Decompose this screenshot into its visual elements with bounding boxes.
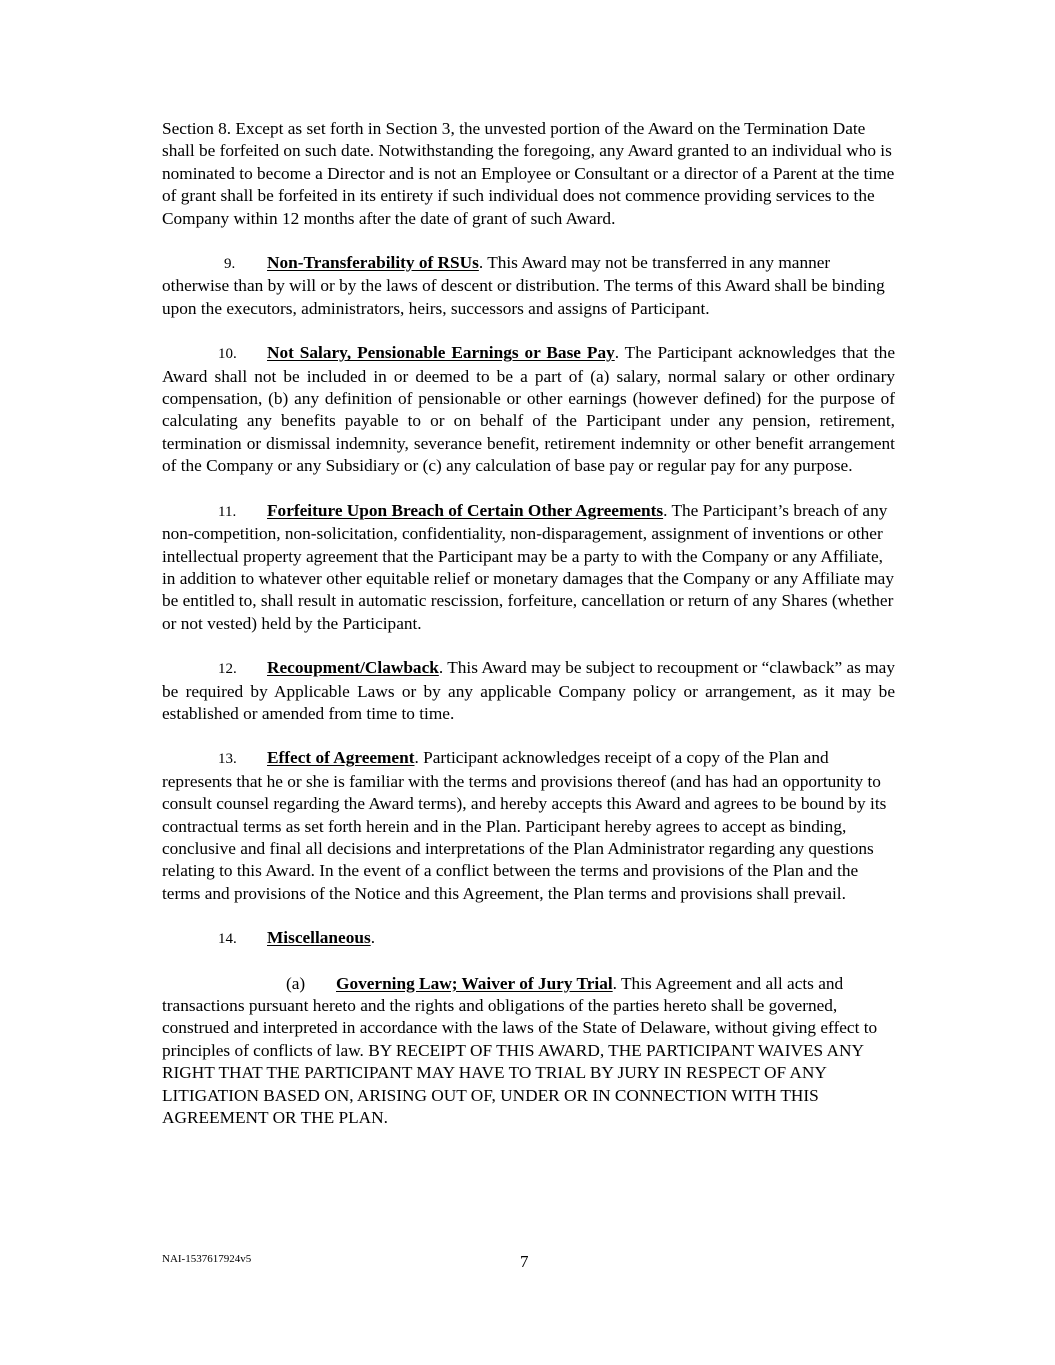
section-13 xyxy=(162,747,895,905)
subsection-label: (a) xyxy=(286,973,306,993)
section-number: 10. xyxy=(218,346,237,363)
section-text: . The Participant acknowledges that the Award shall not be included in or deemed to be a part of (a) salary, normal salary or other ordinary compensation, (b) any definition of pensionable or other earnings (however defined) for the purpose of calculating any benefits payable to or on behalf of the Participant under any pension, retirement, termination or dismissal indemnity, severance benefit, retirement indemnity or other benefit arrangement of the Company or any Subsidiary or (c) any calculation of base pay or regular pay for any purpose. xyxy=(162,343,895,476)
section-10 xyxy=(162,342,895,477)
page-number: 7 xyxy=(520,1252,529,1271)
footer-document-id: NAI-1537617924v5 xyxy=(162,1253,252,1265)
section-text: . xyxy=(370,928,376,948)
subsection-text: . This Agreement and all acts and transactions pursuant hereto and the rights and obligations of the parties hereto shall be governed, construed and interpreted in accordance with the laws of the State of Delaware, without giving effect to principles of conflicts of law. BY RECEIPT OF THIS AWARD, THE PARTICIPANT WAIVES ANY RIGHT THAT THE PARTICIPANT MAY HAVE TO TRIAL BY JURY IN RESPECT OF ANY LITIGATION BASED ON, ARISING OUT OF, UNDER OR IN CONNECTION WITH THIS AGREEMENT OR THE PLAN. xyxy=(162,973,878,1128)
section-text: . This Award may be subject to recoupment or “clawback” as may be required by Applicable Laws or by any applicable Company policy or arrangement, as it may be established or amended from time to time. xyxy=(162,658,895,723)
document-body xyxy=(162,118,895,1151)
section-number: 13. xyxy=(218,751,237,768)
section-number: 12. xyxy=(218,661,237,678)
subsection-a xyxy=(162,973,895,1130)
subsection-heading: Governing Law; Waiver of Jury Trial xyxy=(336,973,613,993)
section-14 xyxy=(162,927,895,950)
section-text: . This Award may not be transferred in any manner otherwise than by will or by the laws of descent or distribution. The terms of this Award shall be binding upon the executors, administrators, heirs, successors and assigns of Participant. xyxy=(162,253,885,318)
section-number: 11. xyxy=(218,503,237,520)
section-9 xyxy=(162,252,895,320)
intro-paragraph: Section 8. Except as set forth in Section 3, the unvested portion of the Award on the Termination Date shall be forfeited on such date. Notwithstanding the foregoing, any Award granted to an individual who is nominated to become a Director and is not an Employee or Consultant or a director of a Parent at the time of grant shall be forfeited in its entirety if such individual does not commence providing services to the Company within 12 months after the date of grant of such Award. xyxy=(162,119,895,228)
section-heading: Forfeiture Upon Breach of Certain Other Agreements xyxy=(267,500,664,520)
section-heading: Not Salary, Pensionable Earnings or Base Pay xyxy=(267,343,615,363)
section-12 xyxy=(162,657,895,725)
section-text: . The Participant’s breach of any non-competition, non-solicitation, confidentiality, non-disparagement, assignment of inventions or other intellectual property agreement that the Participant may be a party to with the Company or any Affiliate, in addition to whatever other equitable relief or monetary damages that the Company or any Affiliate may be entitled to, shall result in automatic rescission, forfeiture, cancellation or return of any Shares (whether or not vested) held by the Participant. xyxy=(162,500,894,633)
section-heading: Recoupment/Clawback xyxy=(267,658,439,678)
section-11 xyxy=(162,500,895,635)
section-heading: Effect of Agreement xyxy=(267,748,415,768)
section-heading: Miscellaneous xyxy=(267,928,371,948)
section-heading: Non-Transferability of RSUs xyxy=(267,253,479,273)
section-text: . Participant acknowledges receipt of a copy of the Plan and represents that he or she is familiar with the terms and provisions thereof (and has had an opportunity to consult counsel regarding the Award terms), and hereby accepts this Award and agrees to be bound by its contractual terms as set forth herein and in the Plan. Participant hereby agrees to accept as binding, conclusive and final all decisions and interpretations of the Plan Administrator regarding any questions relating to this Award. In the event of a conflict between the terms and provisions of the Plan and the terms and provisions of the Notice and this Agreement, the Plan terms and provisions shall prevail. xyxy=(162,748,887,903)
section-number: 14. xyxy=(218,931,237,948)
section-number: 9. xyxy=(224,256,236,273)
